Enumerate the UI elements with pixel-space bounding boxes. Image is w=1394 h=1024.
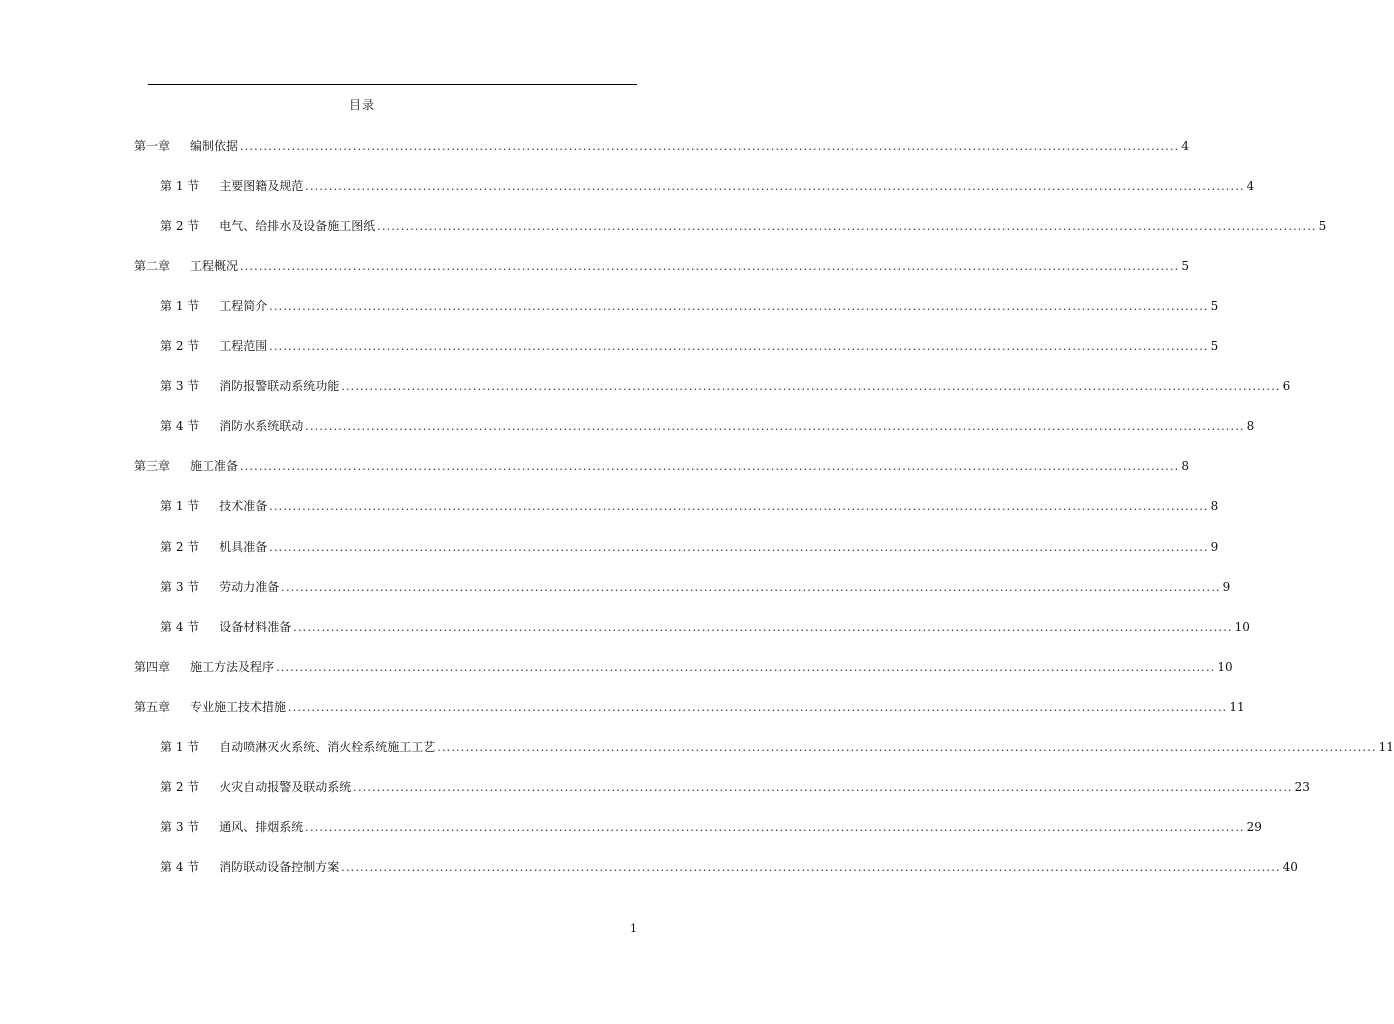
entry-label: 第 2 节 [160, 339, 200, 354]
toc-section-entry[interactable] [160, 619, 1250, 635]
entry-label: 第 2 节 [160, 779, 200, 794]
toc-chapter-entry[interactable] [134, 699, 1245, 715]
entry-page-number: 5 [1318, 219, 1327, 234]
entry-title: 设备材料准备 [219, 619, 292, 634]
entry-label: 第一章 [134, 139, 171, 153]
dot-leader: ........................................................................................................................................................................................................ [281, 580, 1221, 594]
toc-chapter-entry[interactable] [134, 258, 1189, 274]
toc-section-entry[interactable] [160, 298, 1219, 314]
entry-page-number: 9 [1222, 579, 1231, 594]
toc-section-entry[interactable] [160, 338, 1219, 354]
entry-label: 第 1 节 [160, 739, 200, 754]
entry-page-number: 11 [1378, 739, 1394, 754]
toc-section-entry[interactable] [160, 579, 1231, 595]
entry-page-number: 8 [1246, 419, 1255, 434]
entry-label: 第 2 节 [160, 539, 200, 554]
header-rule [148, 84, 637, 85]
dot-leader: ........................................................................................................................................................................................................ [293, 620, 1233, 634]
dot-leader: ........................................................................................................................................................................................................ [437, 740, 1377, 754]
entry-title: 消防报警联动系统功能 [219, 379, 340, 394]
dot-leader: ........................................................................................................................................................................................................ [341, 380, 1281, 394]
entry-title: 专业施工技术措施 [190, 699, 287, 714]
entry-label: 第 1 节 [160, 179, 200, 194]
dot-leader: ........................................................................................................................................................................................................ [269, 340, 1209, 354]
entry-label: 第 1 节 [160, 299, 200, 314]
entry-title: 工程简介 [219, 299, 268, 314]
dot-leader: ........................................................................................................................................................................................................ [269, 500, 1209, 514]
entry-page-number: 10 [1234, 619, 1250, 634]
entry-title: 工程范围 [219, 339, 268, 354]
dot-leader: ........................................................................................................................................................................................................ [240, 140, 1180, 153]
entry-title: 通风、排烟系统 [219, 819, 304, 834]
entry-label: 第三章 [134, 459, 171, 474]
toc-title: 目录 [348, 98, 375, 112]
dot-leader: ........................................................................................................................................................................................................ [305, 180, 1245, 194]
entry-title: 自动喷淋灭火系统、消火栓系统施工工艺 [219, 739, 436, 754]
page-number: 1 [630, 922, 637, 935]
entry-page-number: 40 [1282, 859, 1298, 874]
dot-leader: ........................................................................................................................................................................................................ [377, 220, 1317, 234]
entry-title: 劳动力准备 [219, 579, 280, 594]
entry-label: 第 4 节 [160, 419, 200, 434]
entry-page-number: 23 [1294, 779, 1310, 794]
toc-chapter-entry[interactable] [134, 458, 1189, 474]
entry-title: 机具准备 [219, 539, 268, 554]
toc-chapter-entry[interactable] [134, 138, 1189, 154]
entry-label: 第四章 [134, 659, 171, 674]
entry-page-number: 10 [1217, 659, 1233, 674]
entry-page-number: 9 [1210, 539, 1219, 554]
entry-title: 主要图籍及规范 [219, 179, 304, 194]
entry-title: 电气、给排水及设备施工图纸 [219, 219, 376, 234]
entry-label: 第 2 节 [160, 219, 200, 234]
entry-page-number: 29 [1246, 819, 1262, 834]
dot-leader: ........................................................................................................................................................................................................ [353, 780, 1293, 794]
toc-section-entry[interactable] [160, 779, 1310, 795]
entry-title: 工程概况 [190, 259, 239, 274]
entry-page-number: 11 [1229, 699, 1245, 714]
dot-leader: ........................................................................................................................................................................................................ [269, 300, 1209, 314]
dot-leader: ........................................................................................................................................................................................................ [269, 540, 1209, 554]
entry-label: 第二章 [134, 259, 171, 274]
entry-label: 第 4 节 [160, 859, 200, 874]
toc-section-entry[interactable] [160, 378, 1291, 394]
dot-leader: ........................................................................................................................................................................................................ [305, 820, 1245, 834]
toc-section-entry[interactable] [160, 539, 1219, 555]
entry-page-number: 4 [1181, 139, 1189, 153]
dot-leader: ........................................................................................................................................................................................................ [341, 860, 1281, 874]
toc-section-entry[interactable] [160, 418, 1255, 434]
entry-page-number: 5 [1210, 299, 1219, 314]
entry-title: 编制依据 [190, 139, 239, 153]
entry-label: 第 4 节 [160, 619, 200, 634]
entry-page-number: 6 [1282, 379, 1291, 394]
entry-title: 消防联动设备控制方案 [219, 859, 340, 874]
dot-leader: ........................................................................................................................................................................................................ [240, 260, 1180, 274]
entry-label: 第 3 节 [160, 819, 200, 834]
toc-section-entry[interactable] [160, 859, 1298, 875]
toc-section-entry[interactable] [160, 178, 1255, 194]
entry-label: 第 3 节 [160, 579, 200, 594]
entry-page-number: 4 [1246, 179, 1255, 194]
dot-leader: ........................................................................................................................................................................................................ [305, 420, 1245, 434]
toc-section-entry[interactable] [160, 218, 1327, 234]
toc-section-entry[interactable] [160, 819, 1262, 835]
entry-page-number: 5 [1181, 259, 1189, 274]
dot-leader: ........................................................................................................................................................................................................ [276, 660, 1216, 674]
entry-title: 施工准备 [190, 459, 239, 474]
entry-label: 第五章 [134, 699, 171, 714]
entry-title: 消防水系统联动 [219, 419, 304, 434]
toc-chapter-entry[interactable] [134, 659, 1233, 675]
entry-title: 施工方法及程序 [190, 659, 275, 674]
dot-leader: ........................................................................................................................................................................................................ [288, 700, 1228, 714]
entry-label: 第 3 节 [160, 379, 200, 394]
entry-title: 技术准备 [219, 499, 268, 514]
entry-page-number: 8 [1210, 499, 1219, 514]
entry-title: 火灾自动报警及联动系统 [219, 779, 352, 794]
entry-page-number: 8 [1181, 459, 1189, 474]
toc-section-entry[interactable] [160, 498, 1219, 514]
dot-leader: ........................................................................................................................................................................................................ [240, 460, 1180, 474]
toc-section-entry[interactable] [160, 739, 1394, 755]
entry-label: 第 1 节 [160, 499, 200, 514]
entry-page-number: 5 [1210, 339, 1219, 354]
